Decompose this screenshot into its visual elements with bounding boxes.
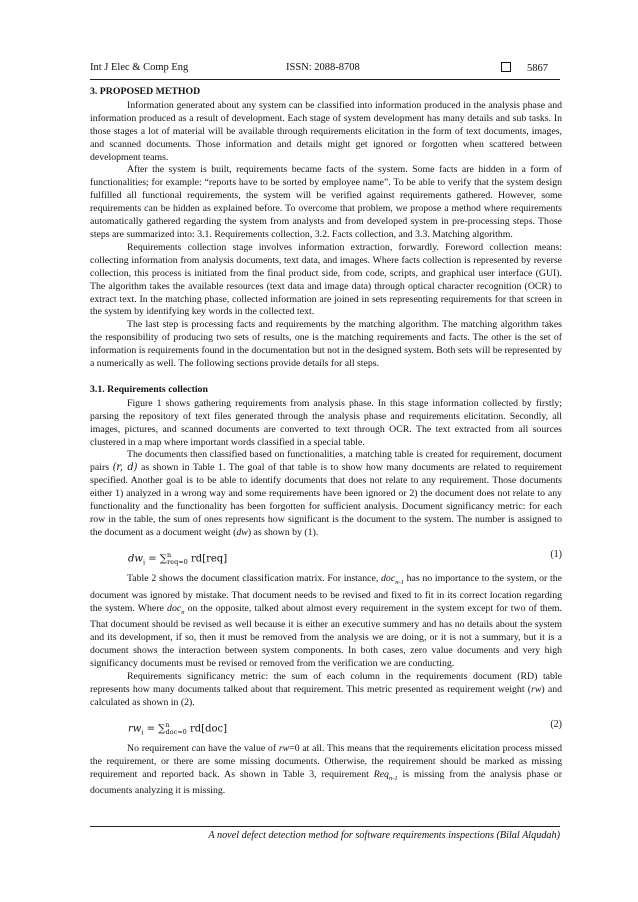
- header-rule: [90, 79, 560, 80]
- section3-paragraph-3: Requirements collection stage involves information extraction, forwardly. Foreword collection means: collecting information from analysis documents, text data, and images. Where facts collection is represented by reverse collection, this process is initiated from the final product side, from code, scripts, and graphical user interface (GUI). The algorithm takes the available resources (text data and image data) through optical character recognition (OCR) to extract text. In the matching phase, collected information are joined in sets representing requirements for that screen in the system by identifying key words in the collected text.: [90, 241, 562, 318]
- checkbox-square-icon: [501, 62, 511, 72]
- issn: ISSN: 2088-8708: [286, 62, 360, 73]
- section31-paragraph-2: The documents then classified based on functionalities, a matching table is created for requirement, document pairs (r, d) as shown in Table 1. The goal of that table is to show how many documents are related to requirement specified. Another goal is to be able to identify documents that does not relate to any requirement. Those documents either 1) analyzed in a wrong way and some requirements have been ignored or 2) the document does not relate to any functionality and the functionality has been forgotten for sufficient analysis. Document significancy metric: for each row in the table, the sum of ones represents how significant is the document to the system. The number is assigned to the document as a document weight (dw) as shown by (1).: [90, 449, 562, 538]
- equation-1: $dw_i = \sum^n_{req=0}$ rd[req] (1): [128, 548, 562, 567]
- equation-2: $rw_i = \sum^n_{doc=0}$ rd[doc] (2): [128, 718, 562, 737]
- running-footer: A novel defect detection method for software requirements inspections (Bilal Alqudah): [208, 830, 560, 841]
- equation-2-number: (2): [550, 718, 562, 730]
- running-header: [90, 62, 548, 78]
- section-heading-3: 3. PROPOSED METHOD: [90, 86, 201, 97]
- section31-paragraph-4: Requirements significancy metric: the sum of each column in the requirements document (RD) table represents how many documents talked about that requirement. This metric presented as requirement weight (rw) and calculated as shown in (2).: [90, 671, 563, 708]
- section31-paragraph-3: Table 2 shows the document classification matrix. For instance, doc$_{n-1}$ has no importance to the system, or the document was ignored by mistake. That document needs to be revised and fixed to fit in its correct location regarding the system. Where doc$_n$ on the opposite, talked about almost every requirement in the system except for two of them. That document should be revised as well because it is either an executive summery and has no details about the system and its development, if so, then it must be removed from the analysis we are doing, or it is not a summary, but it is a document shows the interaction between system components. In both cases, zero value documents and very high significancy documents must be revised or removed from the verification we are conducting.: [90, 572, 562, 670]
- section3-paragraph-4: The last step is processing facts and requirements by the matching algorithm. The matching algorithm takes the responsibility of producing two sets of results, one is the matching requirements and facts. The other is the set of information is requirements found in the documentation but not in the designed system. Both sets will be represented by a numerically as well. The following sections provide details for all steps.: [90, 319, 562, 370]
- section31-paragraph-1: Figure 1 shows gathering requirements from analysis phase. In this stage information collected by firstly; parsing the repository of text files generated through the analysis phase and requirements elicitation. Secondly, all images, pictures, and scanned documents are converted to text through OCR. The text extracted from all sources clustered in a map where important words classified in a special table.: [90, 397, 562, 448]
- equation-1-number: (1): [550, 548, 562, 560]
- pair-notation: (r, d): [112, 462, 138, 474]
- page-number: 5867: [527, 63, 548, 74]
- footer-rule: [90, 826, 560, 827]
- page-body: [90, 86, 562, 798]
- journal-name: Int J Elec & Comp Eng: [90, 62, 189, 73]
- section3-paragraph-1: Information generated about any system can be classified into information produced in the analysis phase and information produced as a result of development. Each stage of system development has many details and sub tasks. In those stages a lot of material will be available through requirements elicitation in the form of text documents, images, and scanned documents. Those information and details might get ignored or forgotten when scattered between development teams.: [90, 99, 562, 163]
- section3-paragraph-2: After the system is built, requirements became facts of the system. Some facts are hidden in a form of functionalities; for example: “reports have to be sorted by employee name”. To be able to verify that the system design fulfilled all functional requirements, the system will be verified against requirements gathered. However, some requirements can be hidden as explained before. To overcome that problem, we propose a method where requirements automatically gathered regarding the system from analysts and from developed system in pre-processing steps. Those steps are summarized into: 3.1. Requirements collection, 3.2. Facts collection, and 3.3. Matching algorithm.: [90, 164, 562, 240]
- page-number-group: [501, 62, 548, 74]
- section31-paragraph-5: No requirement can have the value of rw=0 at all. This means that the requirements elicitation process missed the requirement, or there are some missing documents. Otherwise, the requirement should be marked as missing requirement and reported back. As shown in Table 3, requirement Req$_{n-1}$ is missing from the analysis phase or documents analyzing it is missing.: [90, 742, 562, 797]
- section-heading-3-1: 3.1. Requirements collection: [90, 383, 208, 395]
